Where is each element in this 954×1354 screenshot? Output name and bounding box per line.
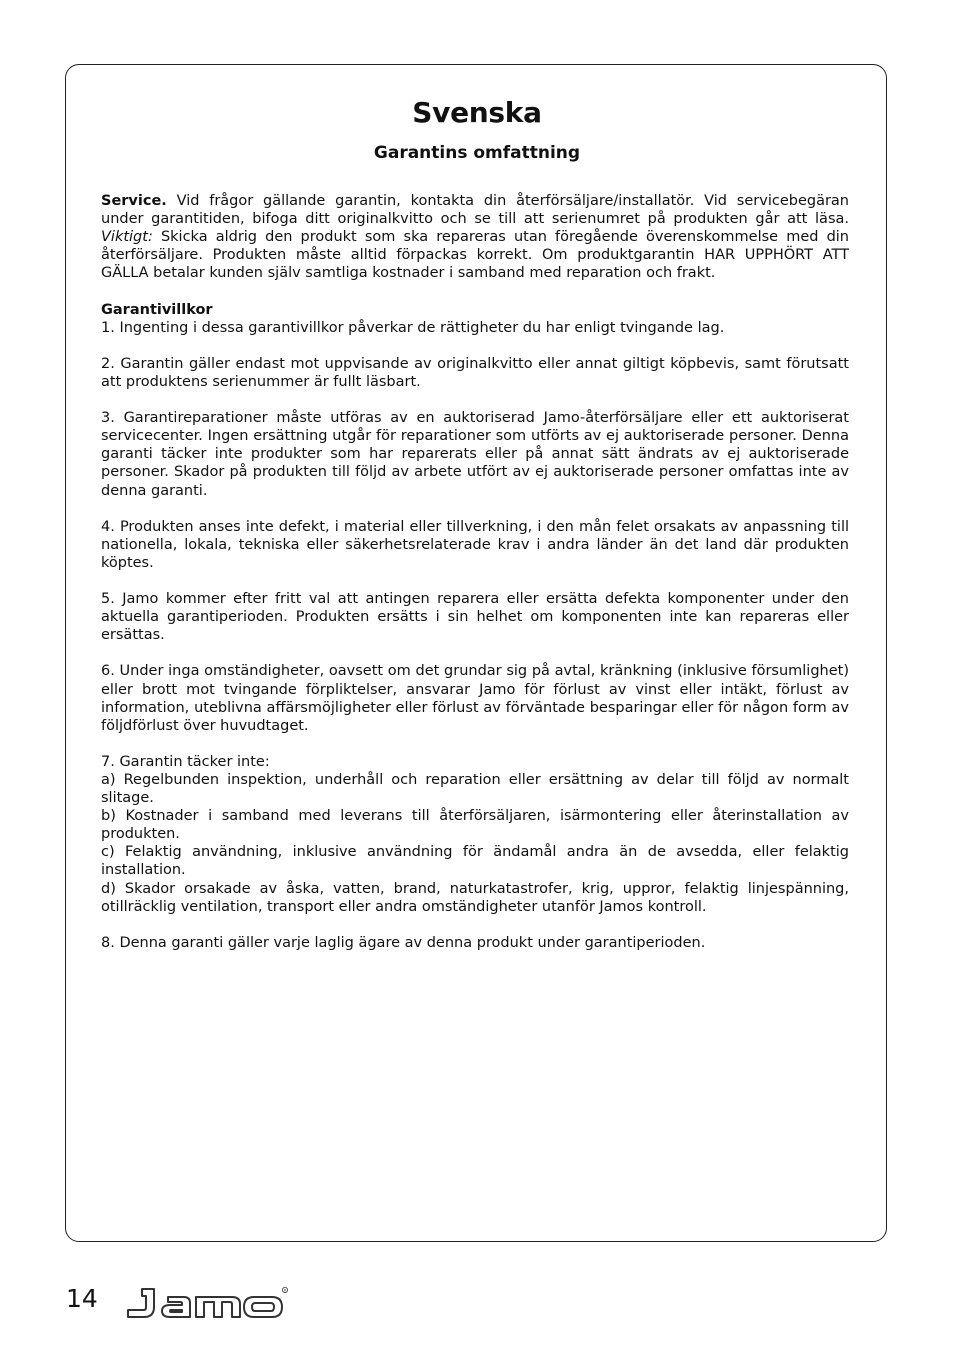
service-text-2: Skicka aldrig den produkt som ska repareras utan föregående överenskommelse med din återförsäljare. Produkten måste alltid förpackas korrekt. Om produktgarantin HAR UPPHÖRT ATT GÄLLA betalar kunden själv samtliga kostnader i samband med reparation och frakt. <box>101 229 849 282</box>
page-number: 14 <box>66 1284 98 1313</box>
condition-item-6: 6. Under inga omständigheter, oavsett om det grundar sig på avtal, kränkning (inklusive försumlighet) eller brott mot tvingande förpliktelser, ansvarar Jamo för förlust av vinst eller intäkt, förlust av information, uteblivna affärsmöjligheter eller förlust av förväntade besparingar eller för någon form av följdförlust över huvudtaget. <box>101 663 849 734</box>
viktigt-label: Viktigt: <box>101 229 153 246</box>
warranty-body <box>101 192 849 970</box>
service-label: Service. <box>101 193 167 209</box>
page-title: Svenska <box>412 96 542 129</box>
condition-item-7c: c) Felaktig användning, inklusive användning för ändamål andra än de avsedda, eller felaktig installation. <box>101 844 849 879</box>
condition-item-4: 4. Produkten anses inte defekt, i material eller tillverkning, i den mån felet orsakats av anpassning till nationella, lokala, tekniska eller säkerhetsrelaterade krav i andra länder än det land där produkten köptes. <box>101 518 849 571</box>
jamo-logo <box>124 1283 289 1323</box>
service-text-1: Vid frågor gällande garantin, kontakta din återförsäljare/installatör. Vid servicebegäran under garantitiden, bifoga ditt originalkvitto och se till att serienumret på produkten går att läsa. <box>101 193 849 228</box>
condition-item-5: 5. Jamo kommer efter fritt val att antingen reparera eller ersätta defekta komponenter under den aktuella garantiperioden. Produkten ersätts i sin helhet om komponenten inte kan repareras eller ersättas. <box>101 591 849 644</box>
condition-item-1: 1. Ingenting i dessa garantivillkor påverkar de rättigheter du har enligt tvingande lag. <box>101 319 725 336</box>
condition-item-2: 2. Garantin gäller endast mot uppvisande av originalkvitto eller annat giltigt köpbevis, samt förutsatt att produktens serienummer är fullt läsbart. <box>101 355 849 390</box>
condition-item-7a: a) Regelbunden inspektion, underhåll och reparation eller ersättning av delar till följd av normalt slitage. <box>101 772 849 807</box>
conditions-heading: Garantivillkor <box>101 301 213 318</box>
condition-item-8: 8. Denna garanti gäller varje laglig ägare av denna produkt under garantiperioden. <box>101 934 706 951</box>
condition-item-3: 3. Garantireparationer måste utföras av en auktoriserad Jamo-återförsäljare eller ett auktoriserat servicecenter. Ingen ersättning utgår för reparationer som utförts av ej auktoriserade personer. Denna garanti täcker inte produkter som har reparerats eller på annat sätt ändrats av ej auktoriserade personer. Skador på produkten till följd av arbete utfört av ej auktoriserade personer omfattas inte av denna garanti. <box>101 410 849 499</box>
section-subtitle: Garantins omfattning <box>373 143 581 163</box>
condition-item-7d: d) Skador orsakade av åska, vatten, brand, naturkatastrofer, krig, uppror, felaktig linjespänning, otillräcklig ventilation, transport eller andra omständigheter utanför Jamos kontroll. <box>101 880 849 915</box>
svg-text:R: R <box>283 1288 287 1293</box>
condition-item-7-intro: 7. Garantin täcker inte: <box>101 753 270 770</box>
service-paragraph <box>101 192 849 282</box>
condition-item-7b: b) Kostnader i samband med leverans till återförsäljaren, isärmontering eller återinstallation av produkten. <box>101 808 849 843</box>
